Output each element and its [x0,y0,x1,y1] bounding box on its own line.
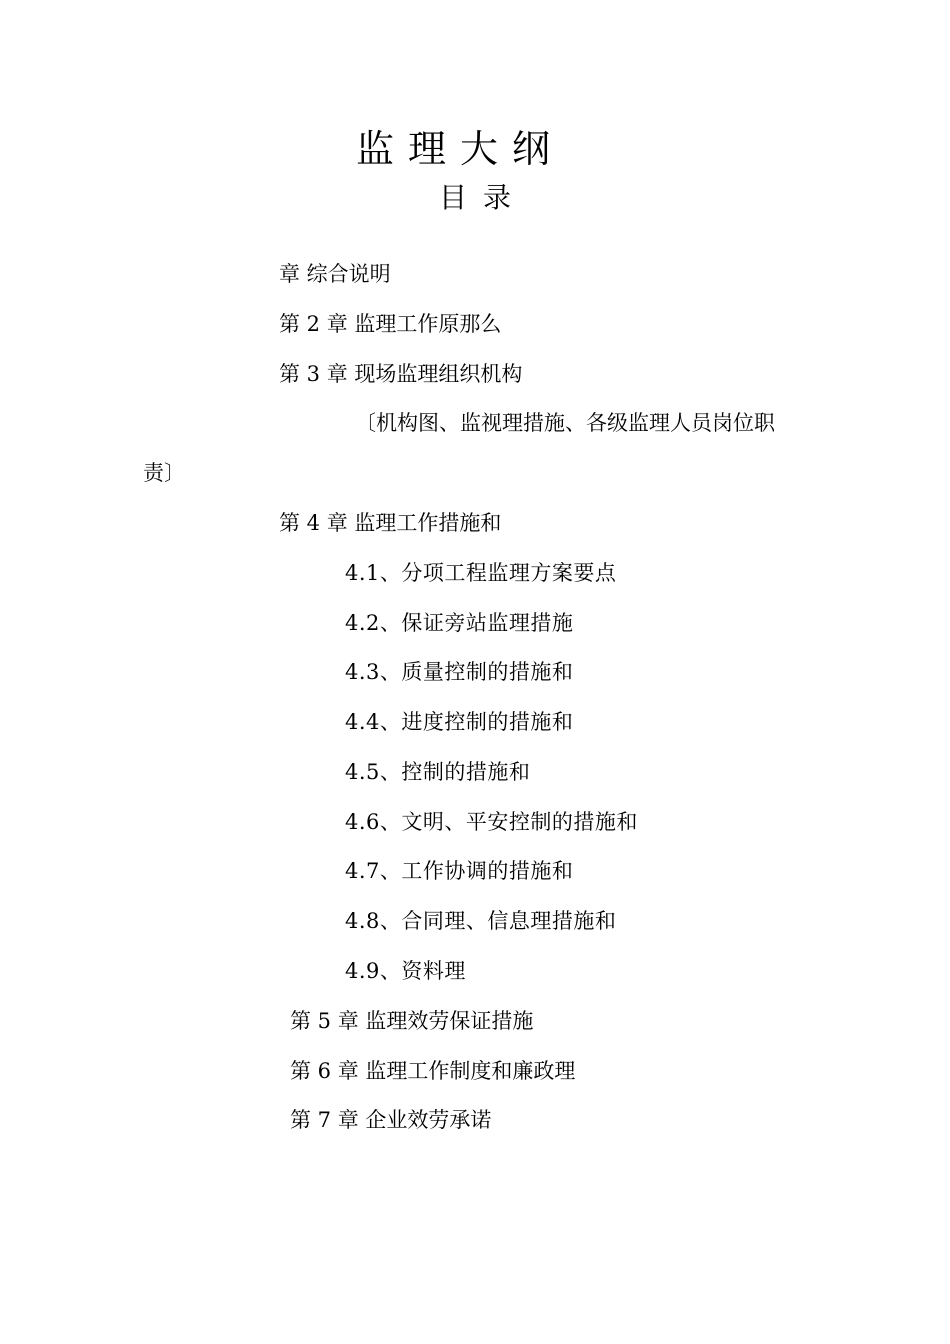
toc-section-4-7: 4.7、工作协调的措施和 [345,859,574,883]
toc-chapter-1: 章 综合说明 [279,262,391,286]
toc-section-4-6: 4.6、文明、平安控制的措施和 [345,810,638,834]
toc-section-4-3: 4.3、质量控制的措施和 [345,660,574,684]
toc-chapter-3-note: 〔机构图、监视理措施、各级监理人员岗位职 [355,411,775,435]
toc-chapter-3: 第 3 章 现场监理组织机构 [279,362,523,386]
toc-section-4-8: 4.8、合同理、信息理措施和 [345,909,617,933]
toc-section-4-2: 4.2、保证旁站监理措施 [345,611,574,635]
toc-section-4-1: 4.1、分项工程监理方案要点 [345,561,617,585]
toc-chapter-5: 第 5 章 监理效劳保证措施 [290,1009,534,1033]
document-title: 监理大纲 [355,127,564,171]
toc-chapter-2: 第 2 章 监理工作原那么 [279,312,502,336]
toc-section-4-4: 4.4、进度控制的措施和 [345,710,574,734]
toc-chapter-3-note-continued: 责〕 [143,461,185,485]
toc-heading: 目录 [438,181,527,214]
toc-chapter-4: 第 4 章 监理工作措施和 [279,511,502,535]
toc-section-4-5: 4.5、控制的措施和 [345,760,531,784]
toc-chapter-6: 第 6 章 监理工作制度和廉政理 [290,1059,576,1083]
toc-section-4-9: 4.9、资料理 [345,959,466,983]
toc-chapter-7: 第 7 章 企业效劳承诺 [290,1108,492,1132]
